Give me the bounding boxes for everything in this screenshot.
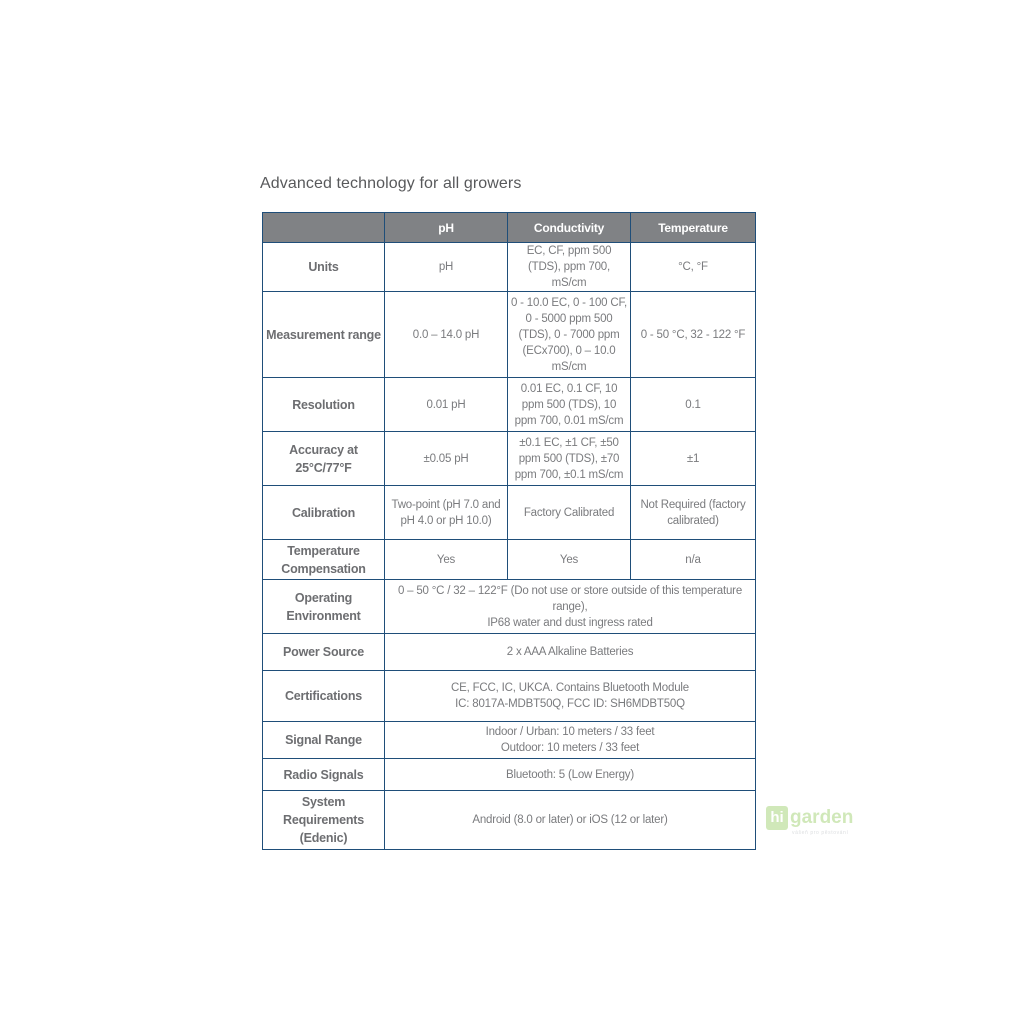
cell-resolution-conductivity: 0.01 EC, 0.1 CF, 10 ppm 500 (TDS), 10 ppm 700, 0.01 mS/cm (508, 378, 631, 432)
cell-system: Android (8.0 or later) or iOS (12 or later) (385, 791, 756, 850)
certifications-line-2: IC: 8017A-MDBT50Q, FCC ID: SH6MDBT50Q (455, 698, 685, 710)
watermark-text: garden (790, 807, 854, 828)
page-title: Advanced technology for all growers (260, 175, 522, 192)
table-row (263, 671, 756, 722)
cell-compensation-temperature: n/a (631, 540, 756, 580)
table-row (263, 634, 756, 671)
row-label-signal-range: Signal Range (263, 722, 385, 759)
row-label-power: Power Source (263, 634, 385, 671)
cell-compensation-ph: Yes (385, 540, 508, 580)
cell-compensation-conductivity: Yes (508, 540, 631, 580)
row-label-certifications: Certifications (263, 671, 385, 722)
signal-range-line-1: Indoor / Urban: 10 meters / 33 feet (485, 726, 655, 738)
cell-calibration-temperature: Not Required (factory calibrated) (631, 486, 756, 540)
cell-power: 2 x AAA Alkaline Batteries (385, 634, 756, 671)
cell-accuracy-temperature: ±1 (631, 432, 756, 486)
environment-line-2: IP68 water and dust ingress rated (487, 616, 653, 629)
row-label-radio: Radio Signals (263, 759, 385, 791)
header-ph: pH (385, 213, 508, 243)
header-temperature: Temperature (631, 213, 756, 243)
watermark-box: hi (766, 806, 788, 830)
cell-radio: Bluetooth: 5 (Low Energy) (385, 759, 756, 791)
cell-range-conductivity: 0 - 10.0 EC, 0 - 100 CF, 0 - 5000 ppm 500 (TDS), 0 - 7000 ppm (ECx700), 0 – 10.0 mS/cm (508, 292, 631, 378)
cell-resolution-ph: 0.01 pH (385, 378, 508, 432)
row-label-units: Units (263, 243, 385, 292)
cell-accuracy-ph: ±0.05 pH (385, 432, 508, 486)
table-row (263, 486, 756, 540)
row-label-calibration: Calibration (263, 486, 385, 540)
certifications-line-1: CE, FCC, IC, UKCA. Contains Bluetooth Module (451, 682, 689, 694)
row-label-accuracy: Accuracy at 25°C/77°F (263, 432, 385, 486)
row-label-range: Measurement range (263, 292, 385, 378)
spec-table (262, 212, 756, 850)
row-label-resolution: Resolution (263, 378, 385, 432)
table-row (263, 540, 756, 580)
row-label-environment: Operating Environment (263, 580, 385, 634)
cell-accuracy-conductivity: ±0.1 EC, ±1 CF, ±50 ppm 500 (TDS), ±70 ppm 700, ±0.1 mS/cm (508, 432, 631, 486)
table-header-row (263, 213, 756, 243)
cell-signal-range (385, 722, 756, 759)
cell-units-conductivity: EC, CF, ppm 500 (TDS), ppm 700, mS/cm (508, 243, 631, 292)
header-blank (263, 213, 385, 243)
cell-resolution-temperature: 0.1 (631, 378, 756, 432)
row-label-system: System Requirements (Edenic) (263, 791, 385, 850)
cell-certifications (385, 671, 756, 722)
signal-range-line-2: Outdoor: 10 meters / 33 feet (500, 742, 640, 754)
cell-range-ph: 0.0 – 14.0 pH (385, 292, 508, 378)
header-conductivity: Conductivity (508, 213, 631, 243)
cell-calibration-ph: Two-point (pH 7.0 and pH 4.0 or pH 10.0) (385, 486, 508, 540)
table-row (263, 722, 756, 759)
table-row (263, 243, 756, 292)
cell-units-temperature: °C, °F (631, 243, 756, 292)
table-row (263, 759, 756, 791)
table-row (263, 580, 756, 634)
watermark-subtext: vášeň pro pěstování (792, 830, 849, 836)
table-row (263, 292, 756, 378)
cell-units-ph: pH (385, 243, 508, 292)
cell-calibration-conductivity: Factory Calibrated (508, 486, 631, 540)
cell-environment (385, 580, 756, 634)
table-row (263, 791, 756, 850)
row-label-compensation: Temperature Compensation (263, 540, 385, 580)
table-row (263, 378, 756, 432)
table-row (263, 432, 756, 486)
environment-line-1: 0 – 50 °C / 32 – 122°F (Do not use or store outside of this temperature range), (397, 584, 743, 613)
cell-range-temperature: 0 - 50 °C, 32 - 122 °F (631, 292, 756, 378)
higarden-watermark-logo (766, 804, 876, 838)
